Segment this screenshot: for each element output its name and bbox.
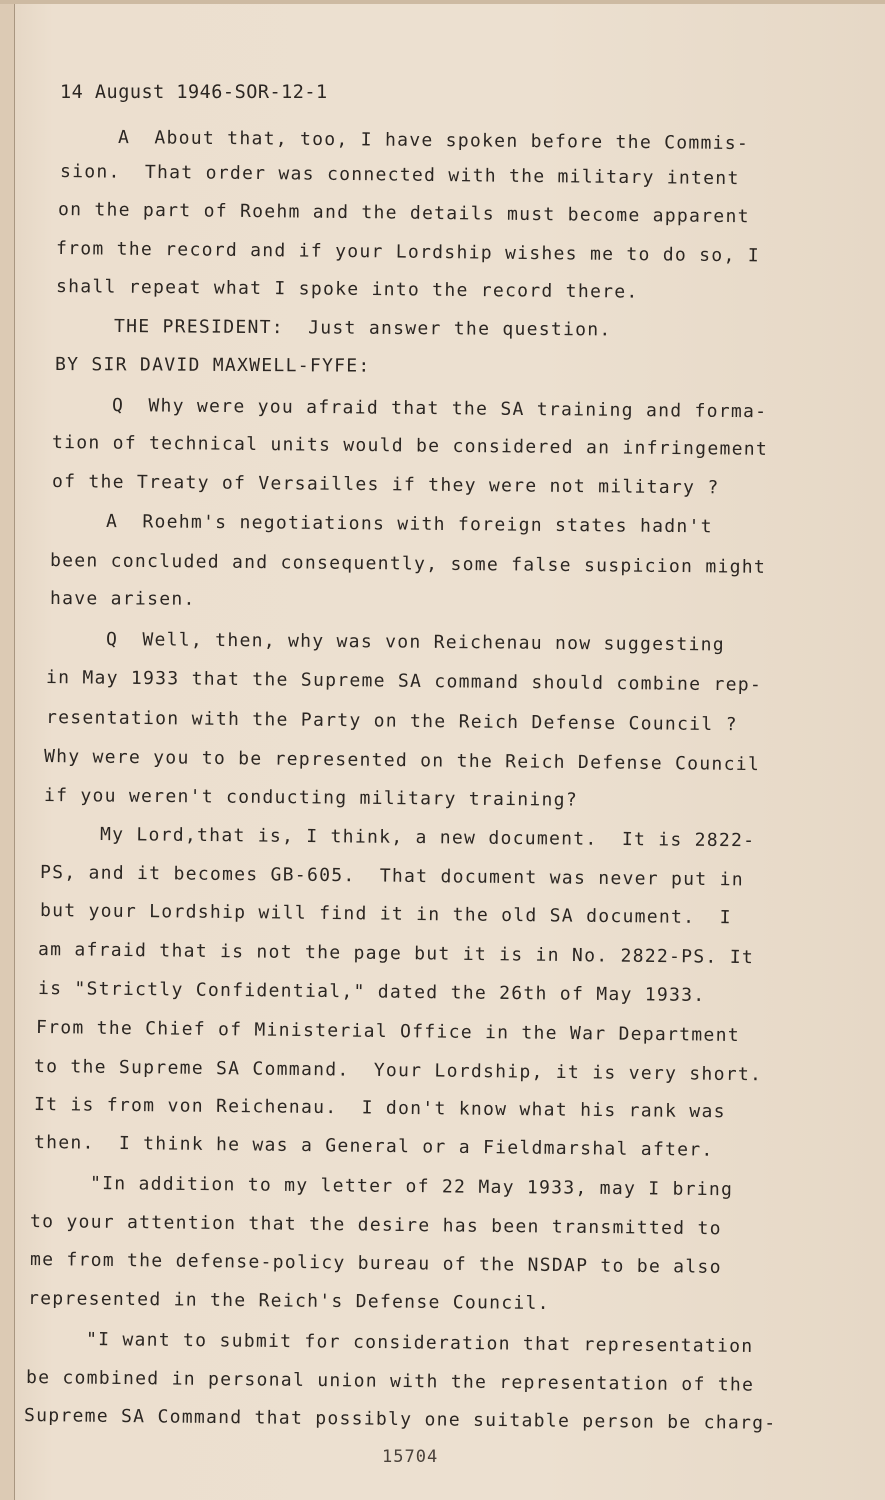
text-line: on the part of Roehm and the details must become apparent: [57, 199, 750, 228]
text-line: From the Chief of Ministerial Office in the War Department: [35, 1017, 741, 1046]
text-line: Supreme SA Command that possibly one suitable person be charg-: [23, 1405, 777, 1434]
text-line: in May 1933 that the Supreme SA command should combine rep-: [45, 667, 763, 696]
text-line: am afraid that is not the page but it is in No. 2822-PS. It: [37, 939, 755, 969]
text-line: but your Lordship will find it in the old SA document. I: [39, 900, 732, 929]
document-header: 14 August 1946-SOR-12-1: [60, 82, 328, 103]
text-line: is "Strictly Confidential," dated the 26th of May 1933.: [37, 978, 706, 1006]
text-line: be combined in personal union with the representation of the: [25, 1367, 755, 1396]
text-line: Q Well, then, why was von Reichenau now suggesting: [105, 629, 726, 656]
text-line: Q Why were you afraid that the SA training and forma-: [111, 395, 768, 423]
text-line: My Lord,that is, I think, a new document. It is 2822-: [99, 824, 756, 852]
text-line: me from the defense-policy bureau of the NSDAP to be also: [29, 1249, 722, 1278]
text-line: to your attention that the desire has been transmitted to: [29, 1211, 722, 1240]
text-line: tion of technical units would be considered an infringement: [51, 432, 769, 460]
text-line: of the Treaty of Versailles if they were not military ?: [51, 471, 720, 499]
page-left-edge: [0, 0, 15, 1500]
text-line: have arisen.: [49, 588, 196, 610]
text-line: A Roehm's negotiations with foreign states hadn't: [105, 511, 713, 538]
text-line: shall repeat what I spoke into the record there.: [55, 276, 639, 303]
text-line: "I want to submit for consideration that representation: [85, 1329, 754, 1357]
text-line: A About that, too, I have spoken before the Commis-: [117, 127, 750, 155]
text-line: sion. That order was connected with the military intent: [59, 161, 740, 190]
text-line: PS, and it becomes GB-605. That document was never put in: [39, 862, 745, 891]
text-line: been concluded and consequently, some false suspicion might: [49, 550, 767, 578]
page-top-edge: [0, 0, 885, 4]
text-line: represented in the Reich's Defense Council.: [27, 1288, 550, 1315]
text-line: It is from von Reichenau. I don't know what his rank was: [33, 1094, 726, 1123]
page-number: 15704: [382, 1447, 439, 1467]
text-line: "In addition to my letter of 22 May 1933, may I bring: [89, 1173, 734, 1201]
text-line: from the record and if your Lordship wishes me to do so, I: [55, 238, 761, 267]
text-line: THE PRESIDENT: Just answer the question.: [113, 316, 612, 341]
text-line: then. I think he was a General or a Fieldmarshal after.: [33, 1132, 714, 1161]
text-line: to the Supreme SA Command. Your Lordship, it is very short.: [33, 1056, 763, 1086]
text-line: Why were you to be represented on the Reich Defense Council: [43, 746, 761, 776]
text-line: BY SIR DAVID MAXWELL-FYFE:: [54, 354, 371, 377]
text-line: resentation with the Party on the Reich Defense Council ?: [45, 707, 738, 736]
text-line: if you weren't conducting military training?: [43, 785, 579, 811]
